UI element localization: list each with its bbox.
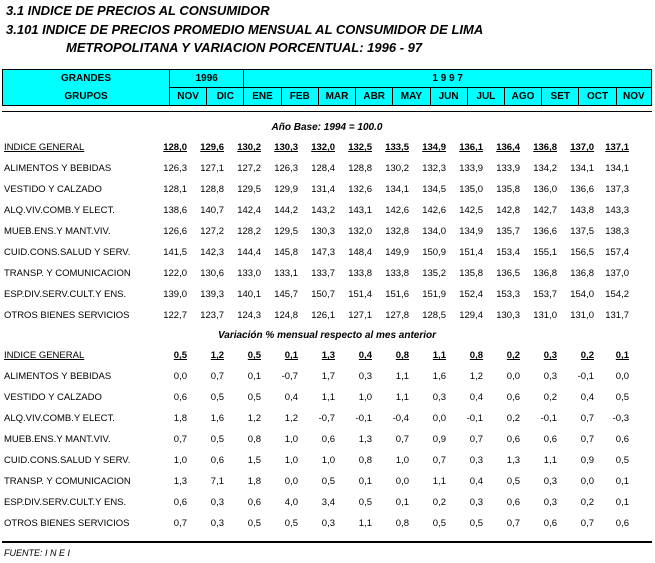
table-cell: 151,6 <box>385 289 409 300</box>
table-cell: 144,2 <box>274 205 298 216</box>
table-cell: -0,1 <box>577 371 594 382</box>
table-cell: 0,6 <box>173 497 187 508</box>
table-cell: 129,4 <box>459 310 483 321</box>
table-cell: 145,7 <box>274 289 298 300</box>
table-cell: 129,5 <box>237 184 261 195</box>
table-row <box>2 451 652 472</box>
table-cell: 143,8 <box>570 205 594 216</box>
table-cell: 129,9 <box>274 184 298 195</box>
table-cell: 143,2 <box>311 205 335 216</box>
table-cell: 0,5 <box>469 518 483 529</box>
table-cell: 135,7 <box>496 226 520 237</box>
table-cell: 0,5 <box>173 350 187 361</box>
table-cell: 130,6 <box>200 268 224 279</box>
table-cell: 0,3 <box>543 497 557 508</box>
table-cell: 128,0 <box>163 142 187 153</box>
table-cell: 1,8 <box>247 476 261 487</box>
table-cell: 0,1 <box>615 350 629 361</box>
table-cell: 0,3 <box>210 497 224 508</box>
header-month: MAR <box>318 88 355 106</box>
table-cell: 133,9 <box>459 163 483 174</box>
table-cell: 3,4 <box>321 497 335 508</box>
header-bottom-rule <box>2 111 652 112</box>
table-row <box>2 430 652 451</box>
table-cell: 134,0 <box>422 226 446 237</box>
table-cell: 0,9 <box>432 434 446 445</box>
table-cell: 1,6 <box>432 371 446 382</box>
table-cell: 122,0 <box>163 268 187 279</box>
table-cell: 1,1 <box>432 350 446 361</box>
table-cell: 129,5 <box>274 226 298 237</box>
table-cell: 0,5 <box>506 476 520 487</box>
table-cell: 0,0 <box>615 371 629 382</box>
table-cell: 134,1 <box>605 163 629 174</box>
table-cell: 0,5 <box>615 455 629 466</box>
table-cell: 142,6 <box>422 205 446 216</box>
table-cell: 150,9 <box>422 247 446 258</box>
table-header <box>2 69 652 106</box>
table-cell: 0,0 <box>580 476 594 487</box>
table-cell: 154,2 <box>605 289 629 300</box>
table-cell: 0,6 <box>321 434 335 445</box>
table-cell: 0,6 <box>506 497 520 508</box>
table-cell: 142,8 <box>496 205 520 216</box>
table-cell: 0,2 <box>432 497 446 508</box>
table-cell: 140,1 <box>237 289 261 300</box>
header-month: OCT <box>579 88 616 106</box>
table-cell: 0,6 <box>506 392 520 403</box>
row-label: INDICE GENERAL <box>4 142 85 153</box>
table-cell: 136,6 <box>533 226 557 237</box>
table-cell: 1,0 <box>173 455 187 466</box>
table-cell: 0,7 <box>580 413 594 424</box>
table-cell: 136,1 <box>459 142 483 153</box>
table-cell: 132,0 <box>311 142 335 153</box>
table-cell: 0,9 <box>580 455 594 466</box>
table-cell: 127,2 <box>237 163 261 174</box>
table-cell: 131,0 <box>533 310 557 321</box>
table-cell: 150,7 <box>311 289 335 300</box>
table-cell: 0,6 <box>210 455 224 466</box>
table-cell: 133,8 <box>348 268 372 279</box>
table-cell: 128,2 <box>237 226 261 237</box>
table-cell: -0,7 <box>281 371 298 382</box>
row-label: MUEB.ENS.Y MANT.VIV. <box>4 434 111 445</box>
table-cell: 131,4 <box>311 184 335 195</box>
table-cell: 1,2 <box>469 371 483 382</box>
table-cell: 0,7 <box>580 518 594 529</box>
table-cell: 0,5 <box>247 350 261 361</box>
table-row <box>2 367 652 388</box>
header-month: ENE <box>244 88 281 106</box>
table-row <box>2 306 652 327</box>
table-cell: 153,7 <box>533 289 557 300</box>
table-cell: 141,5 <box>163 247 187 258</box>
table-cell: 123,7 <box>200 310 224 321</box>
table-cell: 126,6 <box>163 226 187 237</box>
table-cell: 135,8 <box>496 184 520 195</box>
table-cell: 132,6 <box>348 184 372 195</box>
row-label: ALQ.VIV.COMB.Y ELECT. <box>4 205 115 216</box>
table-cell: 128,4 <box>311 163 335 174</box>
table-cell: 1,8 <box>173 413 187 424</box>
table-row <box>2 493 652 514</box>
table-cell: 0,1 <box>615 497 629 508</box>
table-cell: 137,3 <box>605 184 629 195</box>
table-cell: 0,8 <box>358 455 372 466</box>
footer-rule <box>2 541 652 543</box>
table-cell: 145,8 <box>274 247 298 258</box>
table-cell: 130,3 <box>496 310 520 321</box>
table-cell: 153,3 <box>496 289 520 300</box>
table-cell: 138,3 <box>605 226 629 237</box>
table-cell: 0,8 <box>247 434 261 445</box>
header-month: DIC <box>207 88 244 106</box>
table-cell: 0,5 <box>247 518 261 529</box>
table-cell: 134,1 <box>570 163 594 174</box>
table-cell: -0,1 <box>466 413 483 424</box>
table-cell: 151,9 <box>422 289 446 300</box>
title-line-2: 3.101 INDICE DE PRECIOS PROMEDIO MENSUAL AL CONSUMIDOR DE LIMA <box>6 22 484 37</box>
table-cell: 0,4 <box>284 392 298 403</box>
table-row <box>2 409 652 430</box>
table-cell: 139,0 <box>163 289 187 300</box>
table-cell: 0,1 <box>615 476 629 487</box>
table-cell: 0,2 <box>506 350 520 361</box>
table-cell: 0,2 <box>580 350 594 361</box>
table-cell: 1,3 <box>506 455 520 466</box>
table-cell: 137,5 <box>570 226 594 237</box>
header-month: FEB <box>281 88 318 106</box>
table-cell: 0,1 <box>247 371 261 382</box>
table-cell: 153,4 <box>496 247 520 258</box>
table-cell: 0,6 <box>543 518 557 529</box>
header-year-1996: 1996 <box>169 70 243 88</box>
section-2-rows <box>2 346 652 535</box>
table-cell: 1,3 <box>173 476 187 487</box>
table-cell: 0,6 <box>247 497 261 508</box>
table-cell: 136,5 <box>496 268 520 279</box>
row-label: INDICE GENERAL <box>4 350 85 361</box>
table-cell: 143,1 <box>348 205 372 216</box>
table-cell: 0,7 <box>506 518 520 529</box>
table-cell: 0,4 <box>358 350 372 361</box>
table-cell: 0,7 <box>173 434 187 445</box>
table-cell: 133,9 <box>496 163 520 174</box>
table-cell: 0,0 <box>506 371 520 382</box>
table-cell: 1,1 <box>358 518 372 529</box>
table-cell: 1,0 <box>358 392 372 403</box>
header-group-bottom: GRUPOS <box>3 88 170 106</box>
table-cell: 1,5 <box>247 455 261 466</box>
table-cell: 126,3 <box>274 163 298 174</box>
row-label: ALIMENTOS Y BEBIDAS <box>4 371 112 382</box>
table-cell: 136,8 <box>533 268 557 279</box>
header-month: JUN <box>430 88 467 106</box>
table-cell: 131,7 <box>605 310 629 321</box>
table-cell: 142,3 <box>200 247 224 258</box>
table-cell: 1,0 <box>395 455 409 466</box>
table-cell: 0,0 <box>173 371 187 382</box>
table-cell: 0,4 <box>580 392 594 403</box>
table-cell: 136,4 <box>496 142 520 153</box>
table-cell: 142,6 <box>385 205 409 216</box>
table-cell: 132,8 <box>385 226 409 237</box>
table-cell: 149,9 <box>385 247 409 258</box>
source-note: FUENTE: I N E I <box>4 548 71 558</box>
row-label: CUID.CONS.SALUD Y SERV. <box>4 247 131 258</box>
table-cell: 151,4 <box>348 289 372 300</box>
table-cell: 0,3 <box>358 371 372 382</box>
row-label: TRANSP. Y COMUNICACION <box>4 268 131 279</box>
table-cell: 0,3 <box>543 476 557 487</box>
table-cell: 0,6 <box>615 434 629 445</box>
table-cell: 0,5 <box>615 392 629 403</box>
row-label: VESTIDO Y CALZADO <box>4 184 102 195</box>
table-cell: 131,0 <box>570 310 594 321</box>
table-cell: 1,3 <box>321 350 335 361</box>
table-cell: 134,1 <box>385 184 409 195</box>
table-cell: 0,7 <box>580 434 594 445</box>
table-cell: 0,2 <box>506 413 520 424</box>
table-cell: 1,1 <box>395 392 409 403</box>
table-cell: 0,5 <box>210 392 224 403</box>
table-cell: 1,1 <box>395 371 409 382</box>
table-cell: 127,2 <box>200 226 224 237</box>
table-cell: 151,4 <box>459 247 483 258</box>
table-cell: 0,8 <box>395 350 409 361</box>
table-cell: 1,6 <box>210 413 224 424</box>
header-month: SET <box>542 88 579 106</box>
table-cell: 135,0 <box>459 184 483 195</box>
table-cell: -0,1 <box>355 413 372 424</box>
table-cell: 4,0 <box>284 497 298 508</box>
table-cell: 157,4 <box>605 247 629 258</box>
title-line-3: METROPOLITANA Y VARIACION PORCENTUAL: 1996 - 97 <box>66 40 423 55</box>
table-cell: 128,5 <box>422 310 446 321</box>
table-cell: 152,4 <box>459 289 483 300</box>
row-label: TRANSP. Y COMUNICACION <box>4 476 131 487</box>
table-cell: -0,7 <box>318 413 335 424</box>
header-group-top: GRANDES <box>3 70 170 88</box>
table-cell: 0,4 <box>469 392 483 403</box>
table-row <box>2 346 652 367</box>
table-cell: 0,7 <box>173 518 187 529</box>
table-row <box>2 264 652 285</box>
table-cell: 154,0 <box>570 289 594 300</box>
table-cell: 0,4 <box>469 476 483 487</box>
table-cell: 137,0 <box>605 268 629 279</box>
table-cell: 7,1 <box>210 476 224 487</box>
section-2-subtitle: Variación % mensual respecto al mes anterior <box>217 330 437 341</box>
table-cell: 1,0 <box>321 455 335 466</box>
table-cell: 0,7 <box>432 455 446 466</box>
table-cell: 1,3 <box>358 434 372 445</box>
row-label: ALQ.VIV.COMB.Y ELECT. <box>4 413 115 424</box>
table-cell: 130,3 <box>311 226 335 237</box>
table-cell: 128,8 <box>200 184 224 195</box>
table-row <box>2 180 652 201</box>
header-month: AGO <box>504 88 541 106</box>
table-cell: 0,3 <box>321 518 335 529</box>
table-cell: 133,5 <box>385 142 409 153</box>
table-cell: 130,2 <box>385 163 409 174</box>
table-cell: 144,4 <box>237 247 261 258</box>
table-cell: 135,8 <box>459 268 483 279</box>
table-cell: 134,5 <box>422 184 446 195</box>
row-label: OTROS BIENES SERVICIOS <box>4 310 130 321</box>
table-row <box>2 222 652 243</box>
table-cell: -0,1 <box>540 413 557 424</box>
table-cell: 140,7 <box>200 205 224 216</box>
table-cell: 1,2 <box>210 350 224 361</box>
table-cell: 0,5 <box>284 518 298 529</box>
row-label: MUEB.ENS.Y MANT.VIV. <box>4 226 111 237</box>
table-cell: 0,8 <box>395 518 409 529</box>
table-row <box>2 243 652 264</box>
table-cell: 0,3 <box>469 455 483 466</box>
table-row <box>2 201 652 222</box>
table-cell: 132,3 <box>422 163 446 174</box>
table-cell: 134,2 <box>533 163 557 174</box>
table-cell: 0,5 <box>210 434 224 445</box>
table-cell: 0,5 <box>358 497 372 508</box>
table-cell: 128,1 <box>163 184 187 195</box>
table-cell: 0,5 <box>247 392 261 403</box>
section-1-rows <box>2 138 652 327</box>
table-cell: 0,6 <box>615 518 629 529</box>
header-month: MAY <box>393 88 430 106</box>
table-cell: 0,6 <box>506 434 520 445</box>
table-cell: 133,8 <box>385 268 409 279</box>
table-cell: 143,3 <box>605 205 629 216</box>
table-cell: -0,4 <box>392 413 409 424</box>
table-cell: 142,5 <box>459 205 483 216</box>
table-cell: 1,1 <box>543 455 557 466</box>
table-cell: 134,9 <box>422 142 446 153</box>
table-cell: 1,2 <box>247 413 261 424</box>
table-cell: 0,7 <box>469 434 483 445</box>
table-cell: 130,2 <box>237 142 261 153</box>
table-cell: 130,3 <box>274 142 298 153</box>
table-cell: 0,5 <box>432 518 446 529</box>
table-cell: 0,2 <box>580 497 594 508</box>
table-cell: 0,5 <box>321 476 335 487</box>
table-cell: 142,4 <box>237 205 261 216</box>
header-month: ABR <box>356 88 393 106</box>
table-cell: 127,8 <box>385 310 409 321</box>
table-cell: 0,1 <box>358 476 372 487</box>
table-cell: 127,1 <box>348 310 372 321</box>
table-cell: 0,3 <box>543 350 557 361</box>
table-cell: 0,1 <box>284 350 298 361</box>
table-cell: 0,3 <box>543 371 557 382</box>
row-label: ALIMENTOS Y BEBIDAS <box>4 163 112 174</box>
table-cell: 1,0 <box>284 434 298 445</box>
table-row <box>2 514 652 535</box>
table-cell: 0,3 <box>469 497 483 508</box>
table-cell: 1,1 <box>432 476 446 487</box>
table-row <box>2 388 652 409</box>
table-cell: 136,6 <box>570 184 594 195</box>
table-cell: 124,8 <box>274 310 298 321</box>
row-label: ESP.DIV.SERV.CULT.Y ENS. <box>4 289 127 300</box>
table-cell: 135,2 <box>422 268 446 279</box>
table-cell: 124,3 <box>237 310 261 321</box>
table-cell: 0,6 <box>173 392 187 403</box>
table-cell: 128,8 <box>348 163 372 174</box>
table-cell: 0,3 <box>210 518 224 529</box>
table-cell: 1,2 <box>284 413 298 424</box>
table-cell: 0,6 <box>543 434 557 445</box>
table-cell: 137,1 <box>605 142 629 153</box>
table-cell: 1,7 <box>321 371 335 382</box>
table-cell: 0,0 <box>432 413 446 424</box>
table-row <box>2 472 652 493</box>
table-cell: 155,1 <box>533 247 557 258</box>
table-cell: 132,5 <box>348 142 372 153</box>
row-label: ESP.DIV.SERV.CULT.Y ENS. <box>4 497 127 508</box>
table-cell: 142,7 <box>533 205 557 216</box>
header-year-1997: 1 9 9 7 <box>244 70 652 88</box>
table-cell: 134,9 <box>459 226 483 237</box>
table-cell: 156,5 <box>570 247 594 258</box>
table-cell: 136,8 <box>570 268 594 279</box>
table-cell: 0,2 <box>543 392 557 403</box>
table-cell: 136,0 <box>533 184 557 195</box>
table-cell: 138,6 <box>163 205 187 216</box>
section-1-subtitle: Año Base: 1994 = 100.0 <box>271 122 383 133</box>
table-cell: 0,7 <box>210 371 224 382</box>
table-cell: 133,7 <box>311 268 335 279</box>
table-cell: 129,6 <box>200 142 224 153</box>
table-cell: 136,8 <box>533 142 557 153</box>
table-cell: 0,0 <box>395 476 409 487</box>
table-row <box>2 159 652 180</box>
header-month: NOV <box>616 88 651 106</box>
table-cell: 132,0 <box>348 226 372 237</box>
table-cell: 139,3 <box>200 289 224 300</box>
table-cell: 126,3 <box>163 163 187 174</box>
table-cell: 148,4 <box>348 247 372 258</box>
table-row <box>2 285 652 306</box>
table-cell: 1,0 <box>284 455 298 466</box>
table-cell: 0,7 <box>395 434 409 445</box>
row-label: OTROS BIENES SERVICIOS <box>4 518 130 529</box>
table-cell: 137,0 <box>570 142 594 153</box>
table-cell: 0,0 <box>284 476 298 487</box>
row-label: CUID.CONS.SALUD Y SERV. <box>4 455 131 466</box>
title-line-1: 3.1 INDICE DE PRECIOS AL CONSUMIDOR <box>6 3 270 18</box>
table-cell: 1,1 <box>321 392 335 403</box>
table-cell: 126,1 <box>311 310 335 321</box>
header-month: NOV <box>169 88 206 106</box>
table-cell: 127,1 <box>200 163 224 174</box>
table-cell: 0,1 <box>395 497 409 508</box>
table-cell: -0,3 <box>612 413 629 424</box>
table-cell: 122,7 <box>163 310 187 321</box>
table-row <box>2 138 652 159</box>
table-cell: 147,3 <box>311 247 335 258</box>
table-cell: 0,8 <box>469 350 483 361</box>
row-label: VESTIDO Y CALZADO <box>4 392 102 403</box>
header-month: JUL <box>467 88 504 106</box>
table-cell: 133,0 <box>237 268 261 279</box>
table-cell: 0,3 <box>432 392 446 403</box>
table-cell: 133,1 <box>274 268 298 279</box>
